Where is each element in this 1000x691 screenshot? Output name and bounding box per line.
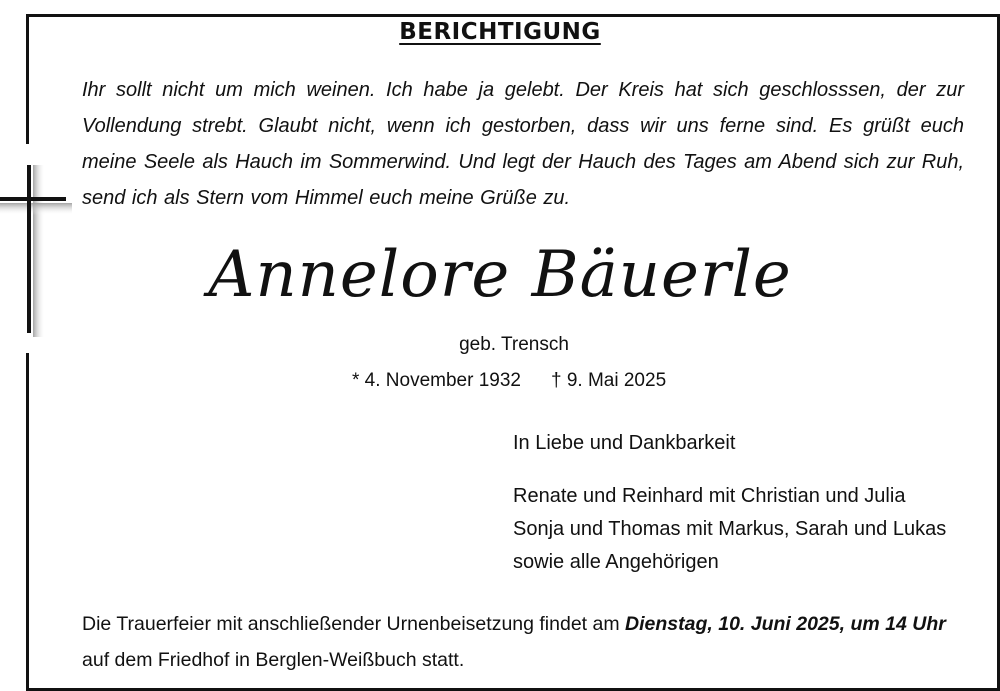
deceased-name: Annelore Bäuerle [208, 238, 792, 312]
death-date: † 9. Mai 2025 [551, 370, 667, 391]
poem-text: Ihr sollt nicht um mich weinen. Ich habe ja gelebt. Der Kreis hat sich geschlosssen, der zur Vollendung strebt. Glaubt nicht, wenn ich gestorben, dass wir uns ferne sind. Es grüßt euch meine Seele als Hauch im Sommerwind. Und legt der Hauch des Tages am Abend sich zur Ruh, send ich als Stern vom Himmel euch meine Grüße zu. [82, 79, 964, 209]
notice-text-after: auf dem Friedhof in Berglen-Weißbuch statt. [82, 649, 465, 671]
mourner-line: Renate und Reinhard mit Christian und Julia [513, 485, 906, 507]
life-dates [352, 370, 666, 392]
notice-date-time: Dienstag, 10. Juni 2025, um 14 Uhr [625, 613, 946, 635]
frame-left-border-lower [26, 353, 29, 691]
mourner-line: Sonja und Thomas mit Markus, Sarah und Lukas [513, 518, 947, 540]
mourners-list [513, 480, 946, 579]
correction-heading: BERICHTIGUNG [399, 19, 601, 45]
birth-date: * 4. November 1932 [352, 370, 521, 391]
notice-text-before: Die Trauerfeier mit anschließender Urnenbeisetzung findet am [82, 613, 626, 635]
frame-top-border [26, 14, 1000, 17]
mourners-intro: In Liebe und Dankbarkeit [513, 432, 736, 454]
maiden-name: geb. Trensch [459, 334, 569, 355]
mourner-line: sowie alle Angehörigen [513, 551, 719, 573]
funeral-notice [82, 606, 972, 678]
